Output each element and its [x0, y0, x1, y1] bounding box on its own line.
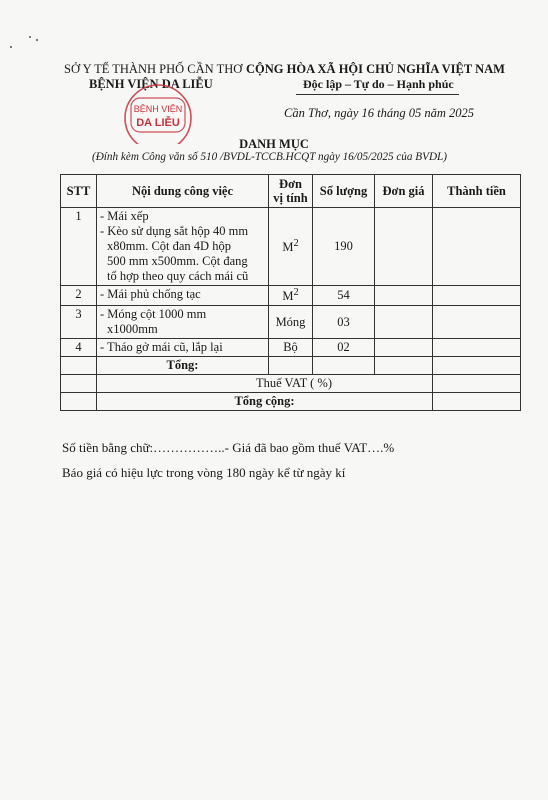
subtotal-amount	[433, 357, 521, 375]
subtotal-row	[61, 357, 521, 375]
row-price	[375, 286, 433, 306]
row-qty: 02	[313, 339, 375, 357]
row-qty: 03	[313, 306, 375, 339]
row-stt: 1	[61, 208, 97, 286]
work-items-table	[60, 174, 521, 411]
hospital-name: BỆNH VIỆN DA LIỄU	[89, 77, 213, 91]
row-amount	[433, 286, 521, 306]
col-header-qty: Số lượng	[313, 175, 375, 208]
validity-note: Báo giá có hiệu lực trong vòng 180 ngày kể từ ngày kí	[62, 465, 346, 480]
motto-underline	[296, 94, 459, 95]
row-qty: 190	[313, 208, 375, 286]
col-header-amount: Thành tiền	[433, 175, 521, 208]
unit-header-line1: Đơn	[279, 177, 302, 191]
national-title: CỘNG HÒA XÃ HỘI CHỦ NGHĨA VIỆT NAM	[246, 62, 505, 76]
hospital-stamp	[111, 84, 205, 144]
scan-speck	[29, 36, 31, 38]
unit-superscript: 2	[293, 287, 299, 298]
row-amount	[433, 306, 521, 339]
amount-in-words-note: Số tiền bằng chữ:……………..- Giá đã bao gồm thuế VAT….%	[62, 440, 395, 455]
subtotal-price	[375, 357, 433, 375]
row-stt: 2	[61, 286, 97, 306]
unit-header-line2: vị tính	[273, 191, 308, 205]
row-line: - Tháo gở mái cũ, lắp lại	[100, 340, 223, 355]
subtotal-stt	[61, 357, 97, 375]
grand-total-label: Tổng cộng:	[97, 393, 433, 411]
subtotal-label: Tổng:	[97, 357, 269, 375]
subtotal-qty	[313, 357, 375, 375]
table-row	[61, 208, 521, 286]
unit-superscript: 2	[293, 237, 299, 249]
row-content	[97, 339, 269, 357]
scan-speck	[10, 46, 12, 48]
row-unit: Móng	[269, 306, 313, 339]
agency-name: SỞ Y TẾ THÀNH PHỐ CẦN THƠ	[64, 62, 243, 76]
row-line: tổ hợp theo quy cách mái cũ	[107, 269, 249, 283]
scan-speck	[36, 39, 38, 41]
row-content	[97, 208, 269, 286]
grand-total-row	[61, 393, 521, 411]
row-line: x1000mm	[107, 322, 158, 337]
row-stt: 3	[61, 306, 97, 339]
row-content	[97, 286, 269, 306]
vat-amount	[433, 375, 521, 393]
row-line: - Kèo sử dụng sắt hộp 40 mm	[100, 224, 249, 238]
table-row	[61, 286, 521, 306]
document-title: DANH MỤC	[239, 137, 309, 151]
grand-total-stt	[61, 393, 97, 411]
grand-total-amount	[433, 393, 521, 411]
row-line: - Mái xếp	[100, 209, 149, 223]
table-row	[61, 306, 521, 339]
row-amount	[433, 339, 521, 357]
unit-base: M	[282, 289, 294, 304]
document-subtitle: (Đính kèm Công văn số 510 /BVDL-TCCB.HCQT ngày 16/05/2025 của BVDL)	[92, 151, 447, 163]
unit-base: M	[282, 240, 294, 255]
row-unit	[269, 286, 313, 306]
row-unit: Bộ	[269, 339, 313, 357]
vat-row	[61, 375, 521, 393]
row-content	[97, 306, 269, 339]
row-stt: 4	[61, 339, 97, 357]
row-line: - Mái phủ chống tạc	[100, 287, 201, 301]
table-header-row	[61, 175, 521, 208]
date-line: Cần Thơ, ngày 16 tháng 05 năm 2025	[284, 106, 475, 120]
stamp-text-line1: BỆNH VIỆN	[133, 104, 183, 114]
row-unit	[269, 208, 313, 286]
national-motto: Độc lập – Tự do – Hạnh phúc	[303, 77, 454, 91]
col-header-unit	[269, 175, 313, 208]
col-header-content: Nội dung công việc	[97, 175, 269, 208]
row-price	[375, 339, 433, 357]
row-price	[375, 208, 433, 286]
row-price	[375, 306, 433, 339]
table-row	[61, 339, 521, 357]
row-line: - Móng cột 1000 mm	[100, 307, 207, 322]
row-amount	[433, 208, 521, 286]
vat-stt	[61, 375, 97, 393]
vat-label: Thuế VAT ( %)	[97, 375, 433, 393]
stamp-text-line2: DA LIỄU	[136, 117, 180, 129]
row-line: x80mm. Cột đan 4D hộp	[107, 239, 231, 253]
row-qty: 54	[313, 286, 375, 306]
col-header-price: Đơn giá	[375, 175, 433, 208]
subtotal-unit	[269, 357, 313, 375]
col-header-stt: STT	[61, 175, 97, 208]
row-line: 500 mm x500mm. Cột đang	[107, 254, 248, 268]
